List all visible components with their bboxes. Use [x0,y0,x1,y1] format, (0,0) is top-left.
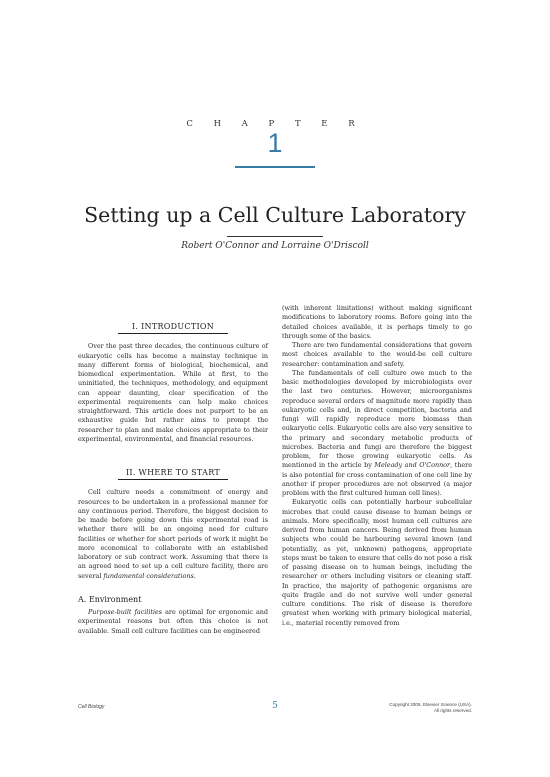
where-to-start-emphasis: fundamental considerations [103,571,194,580]
chapter-rule [235,166,315,168]
environment-heading: A. Environment [78,594,142,604]
chapter-number: 1 [267,128,283,158]
where-to-start-text: Cell culture needs a commitment of energy and resources to be undertaken in a professional manner for any continuous period. Therefore, the biggest decision to be made before going down this experimental road is whether there will be an ongoing need for culture facilities or whether for short periods of work it might be more economical to collaborate with an established laboratory or sub contract work. Assuming that there is an agreed need to set up a cell culture facility, there are several [78,488,268,580]
continued-paragraph: (with inherent limitations) without making significant modifications to laboratory rooms. Before going into the detailed choices available, it is perhaps timely to go through some of the basics. [282,304,472,340]
introduction-paragraph: Over the past three decades, the continuous culture of eukaryotic cells has become a mainstay technique in many different forms of biological, biochemical, and biomedical experimentation. While at first, to the uninitiated, the techniques, methodology, and equipment can appear daunting, clear specification of the experimental requirements can help make choices straightforward. This article does not purport to be an exhaustive guide but rather aims to prompt the researcher to plan and make choices appropriate to their experimental, environmental, and financial resources. [78,342,268,443]
copyright-line: Copyright 2005, Elsevier Science (USA). [389,702,472,707]
microbiology-text-end: , there is also potential for cross contamination of one cell line by another if proper procedures are not observed (a major problem with the first cultured human cell lines). [282,461,472,497]
microbiology-paragraph [282,369,472,499]
microbiology-text: The fundamentals of cell culture owe much to the basic methodologies developed by microbiologists over the last two centuries. However, microorganisms reproduce several orders of magnitude more rapidly than eukaryotic cells and, in direct competition, bacteria and fungi will rapidly reproduce more biomass than eukaryotic cells. Eukaryotic cells are also very sensitive to the primary and secondary metabolic products of microbes. Bacteria and fungi are therefore the biggest problem, for those growing eukaryotic cells. As mentioned in the article by [282,368,472,470]
chapter-title: Setting up a Cell Culture Laboratory [84,203,466,227]
environment-emphasis: Purpose-built facilities [88,608,163,616]
rights-line: All rights reserved. [433,708,472,713]
title-rule [227,236,323,237]
introduction-heading: I. INTRODUCTION [131,322,215,331]
environment-text: are optimal for ergonomic and experimental reasons but often this choice is not available. Small cell culture facilities can be engineered [78,608,268,635]
fundamental-considerations-paragraph: There are two fundamental considerations that govern most choices available to the would-be cell culture researcher: contamination and safety. [282,341,472,368]
environment-paragraph [78,608,268,636]
chapter-label: C H A P T E R [186,119,364,129]
footer-book-title: Cell Biology [78,704,105,710]
where-to-start-heading: II. WHERE TO START [125,468,221,477]
reference-emphasis: Meleady and O'Connor [374,461,451,470]
authors: Robert O'Connor and Lorraine O'Driscoll [181,241,369,251]
where-to-start-paragraph [78,488,268,581]
where-to-start-heading-rule [118,479,228,480]
page-number: 5 [272,701,278,711]
where-to-start-text-end: . [193,571,196,580]
right-column [282,304,472,628]
introduction-heading-rule [118,333,228,334]
left-column [78,322,268,636]
footer-copyright [372,702,472,714]
pathogens-paragraph: Eukaryotic cells can potentially harbour subcellular microbes that could cause disease to human beings or animals. More specifically, most human cell cultures are derived from human cancers. Being derived from human subjects who could be harbouring several known (and potentially, as yet, unknown) pathogens, appropriate steps must be taken to ensure that cells do not pose a risk of passing disease on to human beings, including the researcher or others including visitors or cleaning staff. In practice, the majority of pathogenic organisms are quite fragile and do not survive well under general culture conditions. The risk of disease is therefore greatest when working with primary biological material, i.e., material recently removed from [282,498,472,627]
